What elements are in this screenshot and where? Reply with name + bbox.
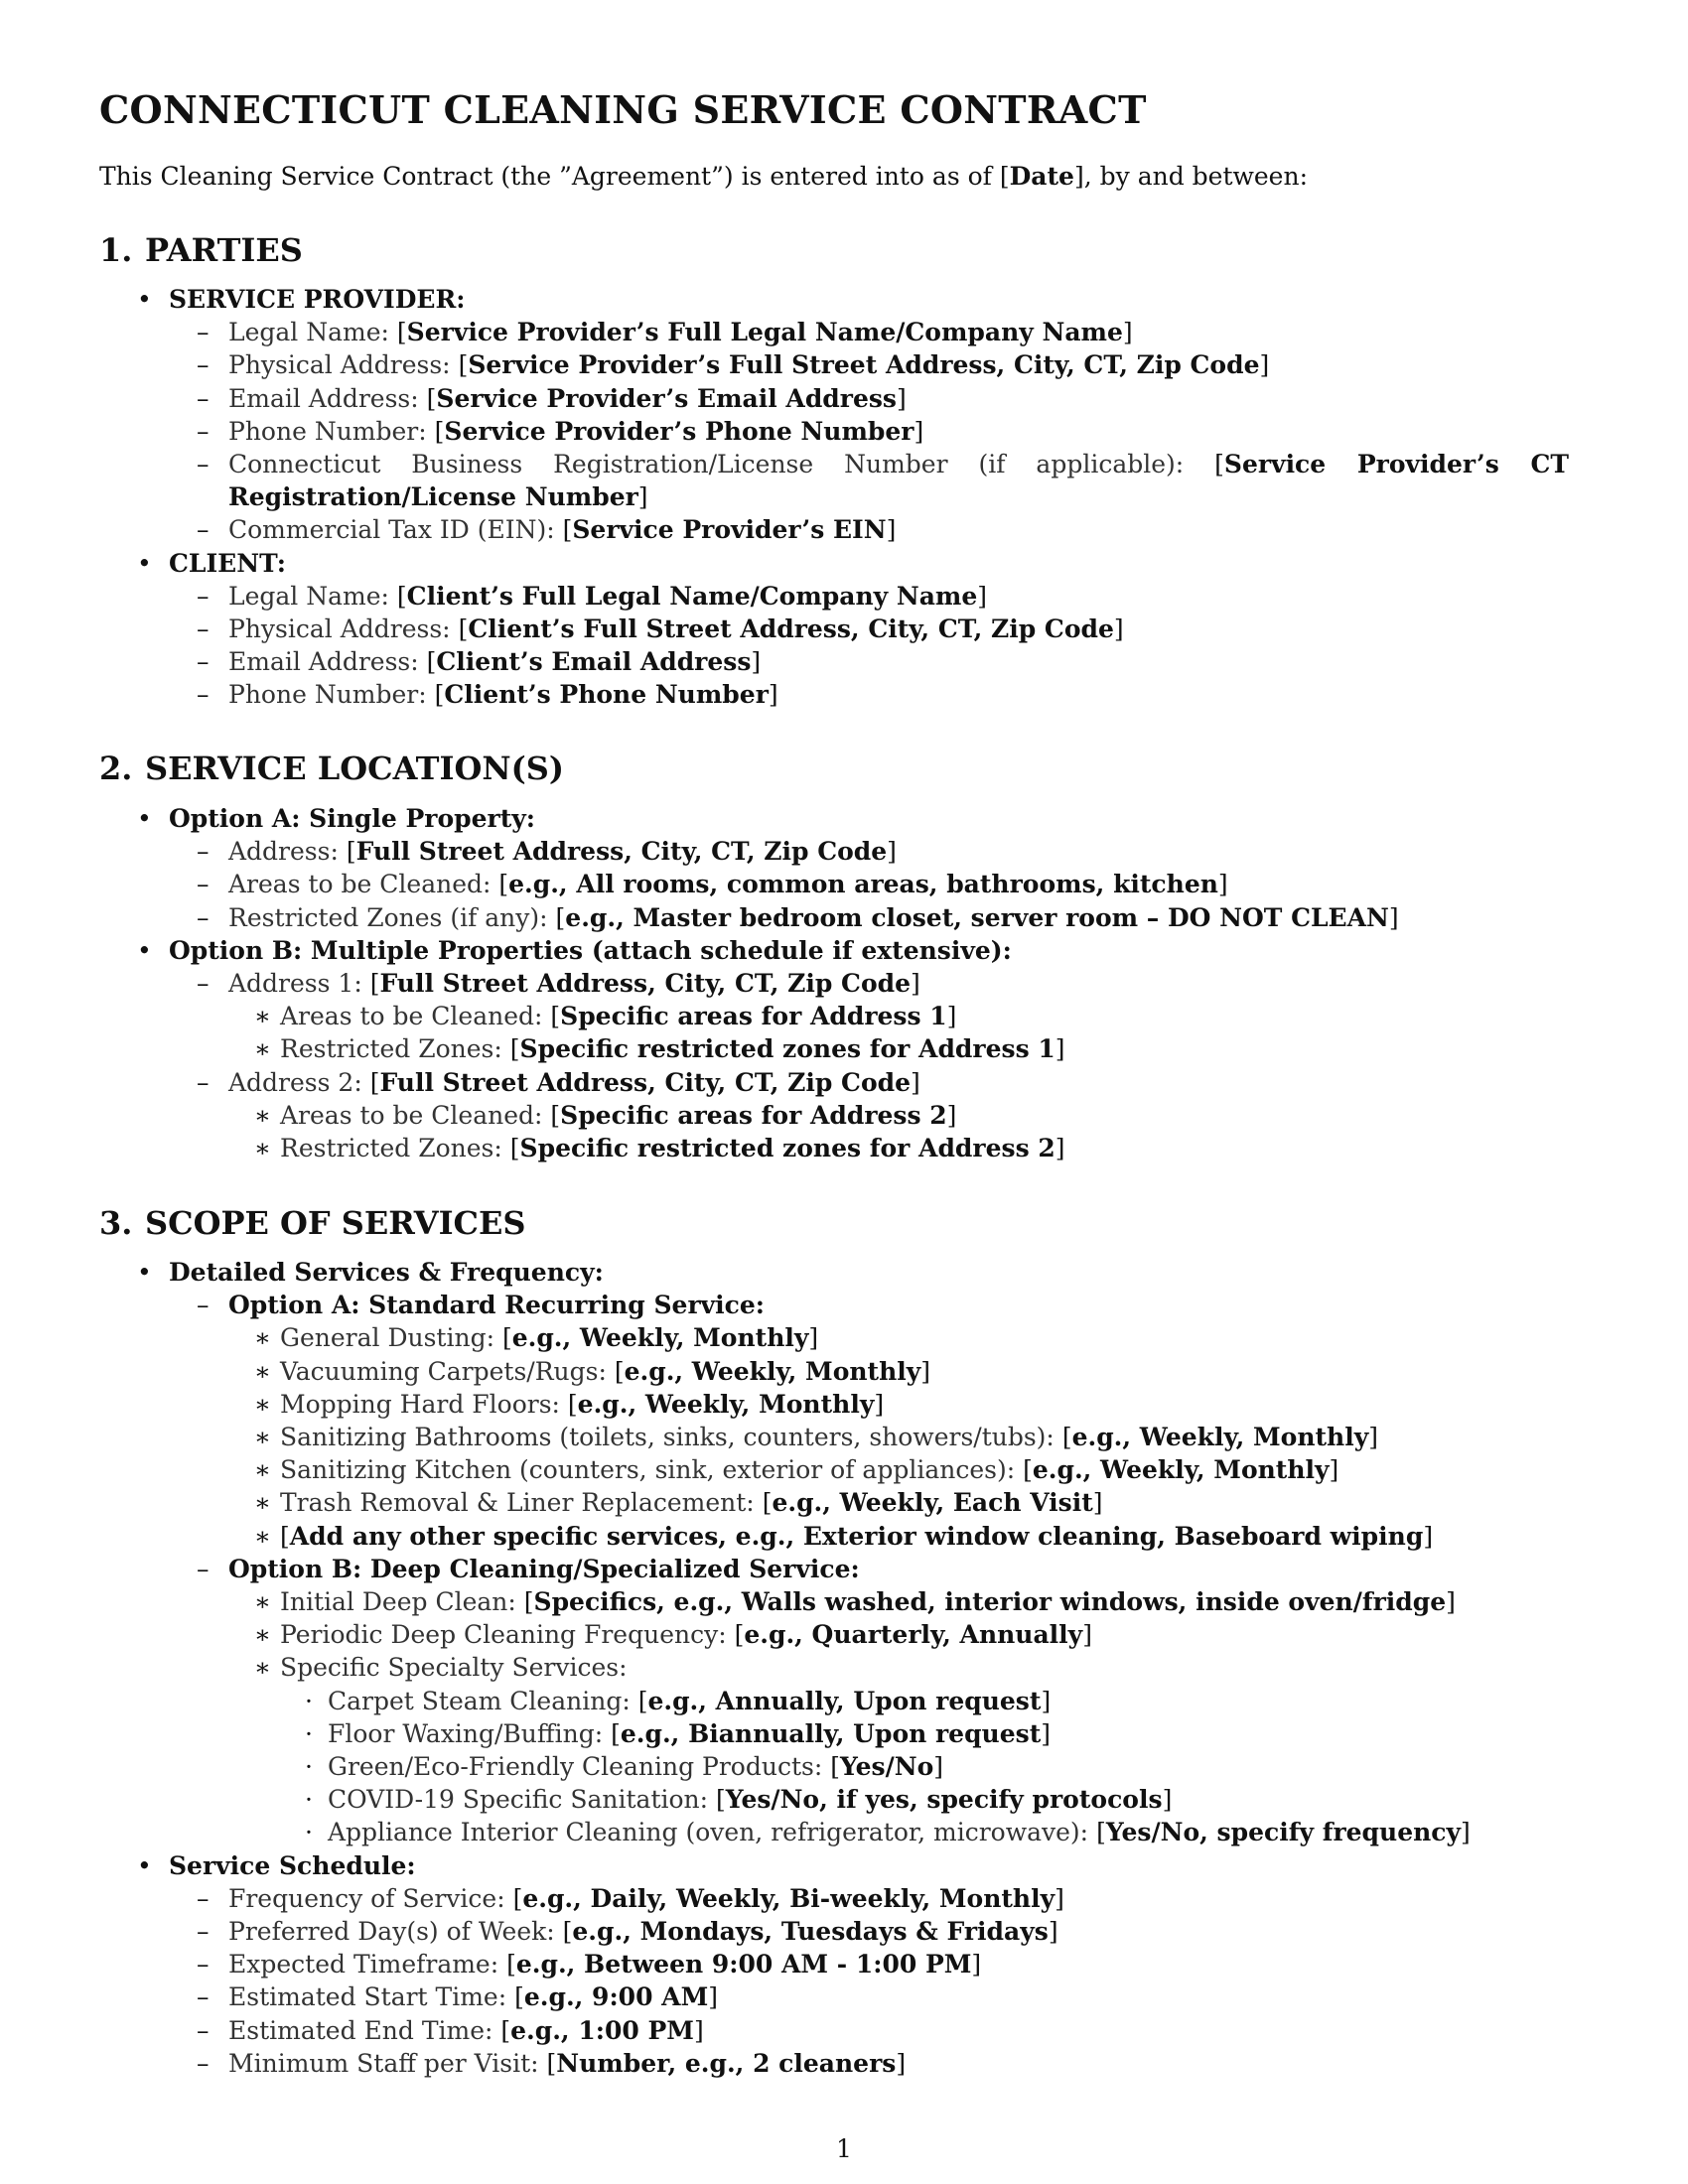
client-field: – Physical Address: [Client’s Full Street Address, City, CT, Zip Code] <box>197 614 1124 644</box>
provider-field: – Email Address: [Service Provider’s Email Address] <box>197 383 907 413</box>
specialty-row: · Carpet Steam Cleaning: [e.g., Annually, Upon request] <box>305 1686 1052 1715</box>
service-row: ∗ Periodic Deep Cleaning Frequency: [e.g., Quarterly, Annually] <box>254 1620 1092 1650</box>
provider-field: – Commercial Tax ID (EIN): [Service Provider’s EIN] <box>197 515 897 545</box>
locations-list <box>99 802 1589 1164</box>
detailed-services-item: • Detailed Services & Frequency: – Option A: Standard Recurring Service: ∗ General Dusting: [e.g., Weekly, Monthly] ∗ Vacuuming Carpets/Rugs: [e.g., Weekly, Monthly] ∗ Mopping Hard Floors: [e.g., Weekly, Monthly] ∗ Sanitizing Bathrooms (toilets, sinks, counters, showers/tubs): [e.g., Weekly, Monthly] ∗ Sanitizing Kitchen (counters, sink, exterior of appliances): [e.g., Weekly, Monthly] ∗ Trash Removal & Liner Replacement: [e.g., Weekly, Each Visit] ∗ [Add any other specific services, e.g., Exterior window cleaning, Baseboard wiping] – Option B: Deep Cleaning/Specialized Service: ∗ Initial Deep Clean: [Specifics, e.g., Walls washed, interior windows, inside oven/fridge] ∗ Periodic Deep Cleaning Frequency: [e.g., Quarterly, Annually] ∗ Specific Specialty Services: · Carpet Steam Cleaning: [e.g., Annually, Upon request] · Floor Waxing/Buffing: [e.g., Biannually, Upon request] · Green/Eco-Friendly Cleaning Products: [Yes/No] · COVID-19 Specific Sanitation: [Yes/No, if yes, specify protocols] · Appliance Interior Cleaning (oven, refrigerator, microwave): [Yes/No, specify frequency] <box>99 1256 1589 1849</box>
page-number: 1 <box>836 2134 852 2163</box>
schedule-field: – Estimated End Time: [e.g., 1:00 PM] <box>197 2015 704 2045</box>
address-1-field: ∗ Areas to be Cleaned: [Specific areas for Address 1] <box>254 1002 957 1031</box>
location-field: – Areas to be Cleaned: [e.g., All rooms, common areas, bathrooms, kitchen] <box>197 870 1228 899</box>
client-field: – Legal Name: [Client’s Full Legal Name/Company Name] <box>197 581 988 611</box>
client-item: • CLIENT: – Legal Name: [Client’s Full Legal Name/Company Name] – Physical Address: [Client’s Full Street Address, City, CT, Zip Code] – Email Address: [Client’s Email Address] – Phone Number: [Client’s Phone Number] <box>99 547 1589 712</box>
section-1-heading: 1. PARTIES <box>99 231 303 269</box>
service-row: ∗ Trash Removal & Liner Replacement: [e.g., Weekly, Each Visit] <box>254 1488 1103 1518</box>
section-3-heading: 3. SCOPE OF SERVICES <box>99 1204 526 1242</box>
schedule-field: – Estimated Start Time: [e.g., 9:00 AM] <box>197 1982 719 2012</box>
bullet-marker: • <box>137 1258 152 1287</box>
location-field: – Restricted Zones (if any): [e.g., Master bedroom closet, server room – DO NOT CLEAN] <box>197 902 1399 932</box>
service-row: ∗ General Dusting: [e.g., Weekly, Monthly] <box>254 1323 819 1353</box>
provider-field: – Legal Name: [Service Provider’s Full Legal Name/Company Name] <box>197 318 1133 347</box>
scope-list <box>99 1256 1589 2080</box>
address-2: – Address 2: [Full Street Address, City, CT, Zip Code] ∗ Areas to be Cleaned: [Specific areas for Address 2] ∗ Restricted Zones: [Specific restricted zones for Address 2] <box>169 1066 1589 1165</box>
address-1-field: ∗ Restricted Zones: [Specific restricted zones for Address 1] <box>254 1034 1065 1064</box>
option-b-deep-cleaning: – Option B: Deep Cleaning/Specialized Service: ∗ Initial Deep Clean: [Specifics, e.g., Walls washed, interior windows, inside oven/fridge] ∗ Periodic Deep Cleaning Frequency: [e.g., Quarterly, Annually] ∗ Specific Specialty Services: · Carpet Steam Cleaning: [e.g., Annually, Upon request] · Floor Waxing/Buffing: [e.g., Biannually, Upon request] · Green/Eco-Friendly Cleaning Products: [Yes/No] · COVID-19 Specific Sanitation: [Yes/No, if yes, specify protocols] · Appliance Interior Cleaning (oven, refrigerator, microwave): [Yes/No, specify frequency] <box>169 1553 1589 1849</box>
schedule-field: – Preferred Day(s) of Week: [e.g., Mondays, Tuesdays & Fridays] <box>197 1917 1058 1947</box>
provider-field: – Physical Address: [Service Provider’s Full Street Address, City, CT, Zip Code] <box>197 350 1270 380</box>
service-row: ∗ Sanitizing Bathrooms (toilets, sinks, counters, showers/tubs): [e.g., Weekly, Monthly] <box>254 1423 1379 1452</box>
specialty-services: ∗ Specific Specialty Services: · Carpet Steam Cleaning: [e.g., Annually, Upon request] · Floor Waxing/Buffing: [e.g., Biannually, Upon request] · Green/Eco-Friendly Cleaning Products: [Yes/No] · COVID-19 Specific Sanitation: [Yes/No, if yes, specify protocols] · Appliance Interior Cleaning (oven, refrigerator, microwave): [Yes/No, specify frequency] <box>228 1651 1589 1848</box>
bullet-marker: • <box>137 285 152 314</box>
intro-paragraph: This Cleaning Service Contract (the ”Agreement”) is entered into as of [Date], by and between: <box>99 162 1309 191</box>
bullet-marker: • <box>137 548 152 578</box>
client-field: – Email Address: [Client’s Email Address] <box>197 647 762 677</box>
schedule-field: – Frequency of Service: [e.g., Daily, Weekly, Bi-weekly, Monthly] <box>197 1883 1064 1913</box>
service-row: ∗ Mopping Hard Floors: [e.g., Weekly, Monthly] <box>254 1389 885 1419</box>
service-provider-item: • SERVICE PROVIDER: – Legal Name: [Service Provider’s Full Legal Name/Company Name] – Physical Address: [Service Provider’s Full Street Address, City, CT, Zip Code] – Email Address: [Service Provider’s Email Address] – Phone Number: [Service Provider’s Phone Number] – Connecticut Business Registration/License Number (if applicable): [Service Provider’s CT Registration/License Number] – Commercial Tax ID (EIN): [Service Provider’s EIN] <box>99 283 1589 547</box>
specialty-row: · Appliance Interior Cleaning (oven, refrigerator, microwave): [Yes/No, specify frequency] <box>305 1818 1471 1847</box>
service-row: ∗ [Add any other specific services, e.g., Exterior window cleaning, Baseboard wiping] <box>254 1521 1434 1551</box>
service-row: ∗ Initial Deep Clean: [Specifics, e.g., Walls washed, interior windows, inside oven/fridge] <box>254 1587 1456 1617</box>
location-field: – Address: [Full Street Address, City, CT, Zip Code] <box>197 837 897 867</box>
document-title: CONNECTICUT CLEANING SERVICE CONTRACT <box>99 87 1147 132</box>
specialty-row: · Green/Eco-Friendly Cleaning Products: [Yes/No] <box>305 1752 944 1782</box>
option-a-standard: – Option A: Standard Recurring Service: ∗ General Dusting: [e.g., Weekly, Monthly] ∗ Vacuuming Carpets/Rugs: [e.g., Weekly, Monthly] ∗ Mopping Hard Floors: [e.g., Weekly, Monthly] ∗ Sanitizing Bathrooms (toilets, sinks, counters, showers/tubs): [e.g., Weekly, Monthly] ∗ Sanitizing Kitchen (counters, sink, exterior of appliances): [e.g., Weekly, Monthly] ∗ Trash Removal & Liner Replacement: [e.g., Weekly, Each Visit] ∗ [Add any other specific services, e.g., Exterior window cleaning, Baseboard wiping] <box>169 1289 1589 1553</box>
address-2-field: ∗ Areas to be Cleaned: [Specific areas for Address 2] <box>254 1100 957 1130</box>
service-row: ∗ Sanitizing Kitchen (counters, sink, exterior of appliances): [e.g., Weekly, Monthly] <box>254 1455 1339 1485</box>
provider-field: – Phone Number: [Service Provider’s Phone Number] <box>197 416 924 446</box>
section-2-heading: 2. SERVICE LOCATION(S) <box>99 750 564 787</box>
address-1: – Address 1: [Full Street Address, City, CT, Zip Code] ∗ Areas to be Cleaned: [Specific areas for Address 1] ∗ Restricted Zones: [Specific restricted zones for Address 1] <box>169 967 1589 1066</box>
service-schedule-item: • Service Schedule: – Frequency of Service: [e.g., Daily, Weekly, Bi-weekly, Monthly] – Preferred Day(s) of Week: [e.g., Mondays, Tuesdays & Fridays] – Expected Timeframe: [e.g., Between 9:00 AM - 1:00 PM] – Estimated Start Time: [e.g., 9:00 AM] – Estimated End Time: [e.g., 1:00 PM] – Minimum Staff per Visit: [Number, e.g., 2 cleaners] <box>99 1849 1589 2080</box>
service-row: ∗ Vacuuming Carpets/Rugs: [e.g., Weekly, Monthly] <box>254 1356 931 1386</box>
schedule-field: – Expected Timeframe: [e.g., Between 9:00 AM - 1:00 PM] <box>197 1950 982 1979</box>
specialty-row: · Floor Waxing/Buffing: [e.g., Biannually, Upon request] <box>305 1718 1052 1748</box>
option-b-multiple-properties: • Option B: Multiple Properties (attach schedule if extensive): – Address 1: [Full Street Address, City, CT, Zip Code] ∗ Areas to be Cleaned: [Specific areas for Address 1] ∗ Restricted Zones: [Specific restricted zones for Address 1] – Address 2: [Full Street Address, City, CT, Zip Code] ∗ Areas to be Cleaned: [Specific areas for Address 2] ∗ Restricted Zones: [Specific restricted zones for Address 2] <box>99 934 1589 1164</box>
provider-field: – Connecticut Business Registration/License Number (if applicable): [Service Provider’s CT Registration/License Number] <box>197 450 1569 512</box>
option-a-single-property: • Option A: Single Property: – Address: [Full Street Address, City, CT, Zip Code] – Areas to be Cleaned: [e.g., All rooms, common areas, bathrooms, kitchen] – Restricted Zones (if any): [e.g., Master bedroom closet, server room – DO NOT CLEAN] <box>99 802 1589 934</box>
client-field: – Phone Number: [Client’s Phone Number] <box>197 680 778 710</box>
address-2-field: ∗ Restricted Zones: [Specific restricted zones for Address 2] <box>254 1134 1065 1163</box>
schedule-field: – Minimum Staff per Visit: [Number, e.g., 2 cleaners] <box>197 2048 907 2078</box>
bullet-marker: • <box>137 1850 152 1880</box>
date-placeholder: Date <box>1009 162 1074 191</box>
bullet-marker: • <box>137 804 152 833</box>
specialty-row: · COVID-19 Specific Sanitation: [Yes/No, if yes, specify protocols] <box>305 1785 1173 1815</box>
bullet-marker: • <box>137 935 152 965</box>
parties-list <box>99 283 1589 712</box>
